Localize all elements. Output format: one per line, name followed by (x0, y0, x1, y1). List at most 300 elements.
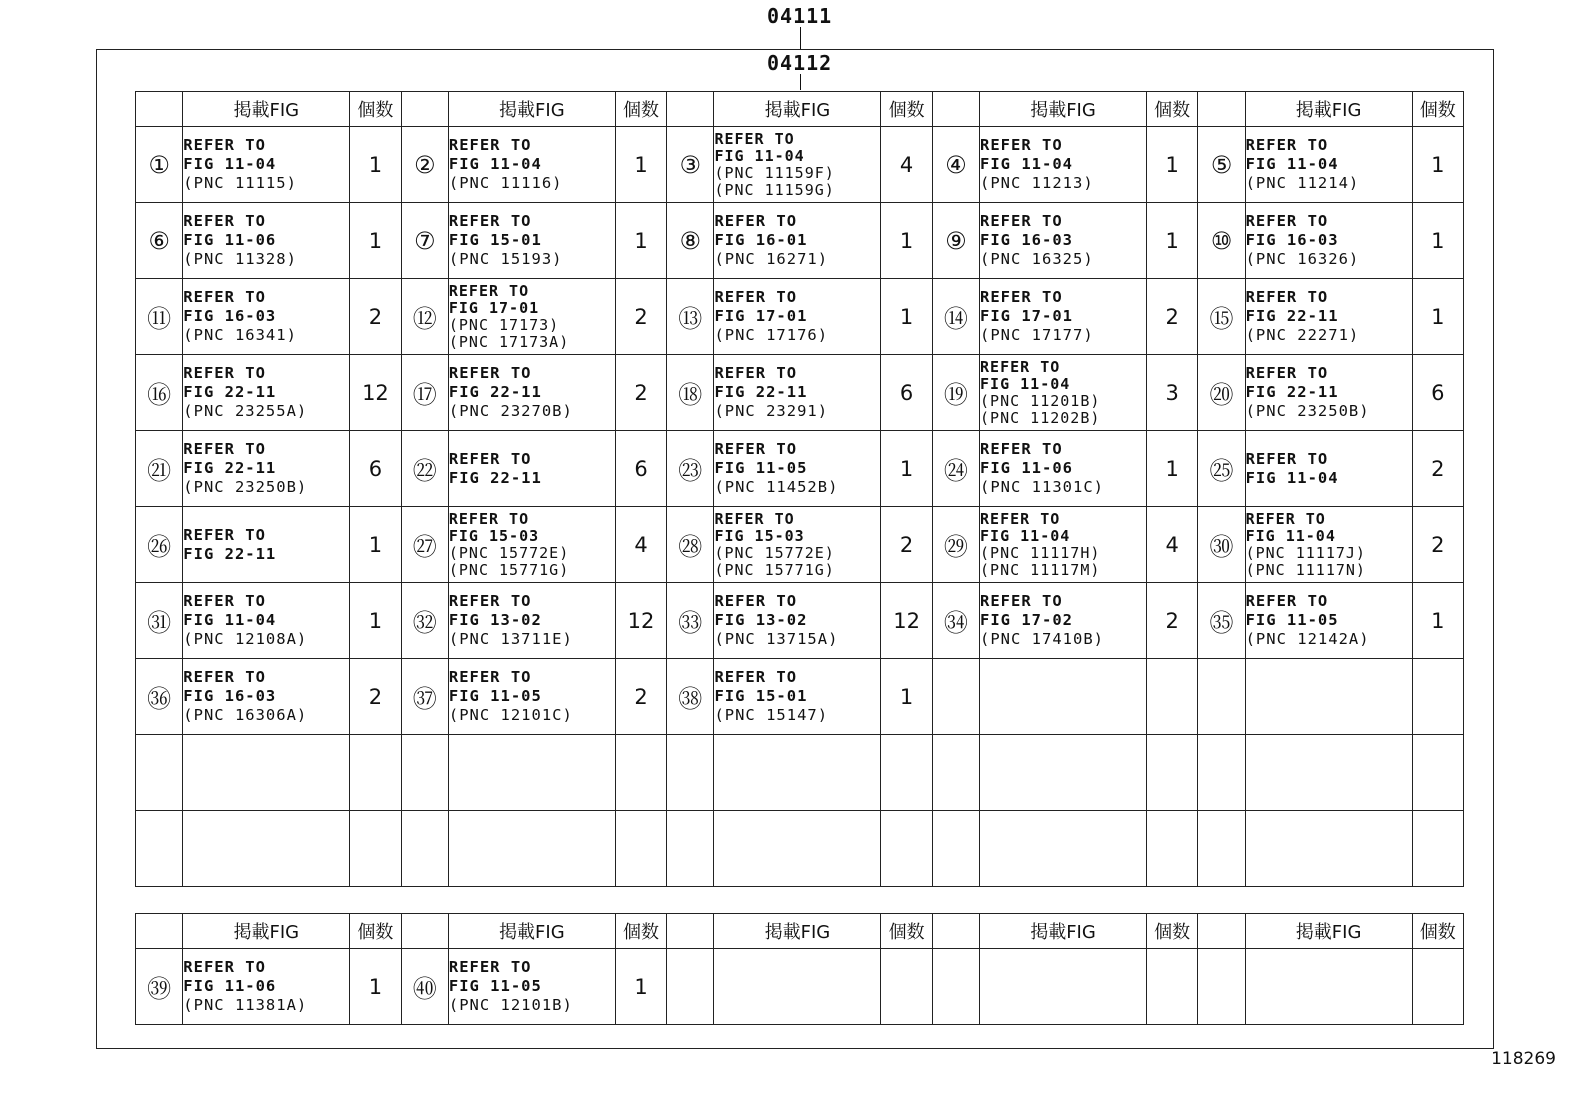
reference-line: REFER TO (183, 440, 266, 458)
header-index-cell (1198, 92, 1245, 127)
item-number: ㉙ (932, 507, 979, 583)
reference-line: (PNC 11214) (1245, 174, 1360, 192)
fig-reference (1245, 127, 1412, 203)
item-number (1198, 735, 1245, 811)
item-number: ⑫ (401, 279, 448, 355)
table-row (136, 279, 1464, 355)
reference-line: FIG 22-11 (448, 383, 542, 401)
item-number: ⑩ (1198, 203, 1245, 279)
header-row (136, 914, 1464, 949)
reference-line: FIG 17-02 (980, 611, 1074, 629)
parts-reference-table (135, 91, 1464, 887)
item-number: ⑨ (932, 203, 979, 279)
reference-line: REFER TO (980, 509, 1061, 528)
item-quantity (881, 735, 932, 811)
table-row (136, 811, 1464, 887)
reference-line: (PNC 11159G) (714, 180, 835, 199)
reference-line: REFER TO (1245, 592, 1329, 610)
item-number (932, 811, 979, 887)
header-qty: 個数 (615, 914, 666, 949)
reference-line: FIG 15-03 (448, 526, 540, 545)
reference-line: FIG 13-02 (448, 611, 542, 629)
reference-line: (PNC 12101C) (448, 706, 573, 724)
reference-line: REFER TO (1245, 509, 1326, 528)
reference-line: REFER TO (980, 440, 1063, 458)
fig-reference (183, 507, 350, 583)
reference-line: REFER TO (183, 958, 266, 976)
item-number: ㉘ (667, 507, 714, 583)
item-number (667, 811, 714, 887)
fig-reference (183, 735, 350, 811)
item-quantity: 1 (1412, 127, 1463, 203)
item-quantity: 2 (1147, 279, 1198, 355)
reference-line: REFER TO (448, 136, 532, 154)
table-row (136, 127, 1464, 203)
item-quantity: 1 (881, 203, 932, 279)
table-header (136, 914, 1464, 949)
item-number: ⑮ (1198, 279, 1245, 355)
reference-line: REFER TO (448, 281, 530, 300)
reference-line: (PNC 11201B) (980, 391, 1101, 410)
fig-reference (714, 203, 881, 279)
reference-line: REFER TO (980, 212, 1063, 230)
item-quantity: 1 (615, 203, 666, 279)
item-quantity: 1 (881, 659, 932, 735)
reference-line: REFER TO (1245, 364, 1329, 382)
fig-reference (448, 203, 615, 279)
fig-reference (980, 279, 1147, 355)
fig-reference (1245, 507, 1412, 583)
item-quantity: 1 (350, 507, 401, 583)
reference-line: FIG 22-11 (1245, 383, 1339, 401)
item-quantity: 1 (881, 279, 932, 355)
item-number (401, 735, 448, 811)
item-quantity: 12 (350, 355, 401, 431)
item-number (667, 949, 714, 1025)
table-row (136, 507, 1464, 583)
fig-reference (1245, 811, 1412, 887)
item-number: ㉖ (136, 507, 183, 583)
fig-reference (1245, 659, 1412, 735)
fig-reference (1245, 583, 1412, 659)
item-quantity: 1 (350, 127, 401, 203)
reference-line: (PNC 23270B) (448, 402, 573, 420)
reference-line: REFER TO (183, 136, 266, 154)
item-quantity: 1 (1147, 431, 1198, 507)
table-row (136, 355, 1464, 431)
reference-line: (PNC 23250B) (1245, 402, 1370, 420)
reference-line: REFER TO (183, 592, 266, 610)
item-quantity (350, 811, 401, 887)
fig-reference (448, 659, 615, 735)
reference-line: (PNC 16326) (1245, 250, 1360, 268)
reference-line: REFER TO (448, 592, 532, 610)
item-quantity (881, 811, 932, 887)
reference-line: FIG 17-01 (714, 307, 808, 325)
reference-line: FIG 11-04 (714, 146, 805, 165)
reference-line: (PNC 17410B) (980, 630, 1104, 648)
header-fig: 掲載FIG (980, 92, 1147, 127)
item-quantity: 1 (350, 203, 401, 279)
reference-line: REFER TO (1245, 212, 1329, 230)
header-qty: 個数 (615, 92, 666, 127)
item-quantity: 2 (615, 279, 666, 355)
reference-line: FIG 11-05 (448, 977, 542, 995)
item-quantity: 2 (350, 279, 401, 355)
item-quantity (881, 949, 932, 1025)
fig-reference (183, 949, 350, 1025)
item-number: ㉛ (136, 583, 183, 659)
reference-line: REFER TO (1245, 288, 1329, 306)
reference-line: (PNC 11117J) (1245, 543, 1366, 562)
reference-line: FIG 11-04 (448, 155, 542, 173)
reference-line: (PNC 12142A) (1245, 630, 1370, 648)
item-number (932, 949, 979, 1025)
item-number (1198, 659, 1245, 735)
item-number: ㉚ (1198, 507, 1245, 583)
header-index-cell (667, 92, 714, 127)
reference-line: (PNC 16271) (714, 250, 829, 268)
fig-reference (183, 203, 350, 279)
item-number: ㊲ (401, 659, 448, 735)
fig-reference (448, 279, 615, 355)
reference-line: FIG 11-05 (714, 459, 808, 477)
item-quantity: 1 (1412, 279, 1463, 355)
item-quantity: 1 (615, 127, 666, 203)
fig-reference (183, 583, 350, 659)
reference-line: REFER TO (980, 357, 1061, 376)
header-index-cell (1198, 914, 1245, 949)
reference-line: (PNC 11117N) (1245, 560, 1366, 579)
item-quantity: 4 (615, 507, 666, 583)
item-number: ㉑ (136, 431, 183, 507)
reference-line: (PNC 15772E) (714, 543, 835, 562)
reference-line: (PNC 12101B) (448, 996, 573, 1014)
fig-reference (714, 659, 881, 735)
fig-reference (1245, 431, 1412, 507)
reference-line: (PNC 13711E) (448, 630, 573, 648)
item-number: ⑧ (667, 203, 714, 279)
header-fig: 掲載FIG (183, 914, 350, 949)
item-quantity: 6 (1412, 355, 1463, 431)
item-quantity (1147, 659, 1198, 735)
reference-line: REFER TO (980, 136, 1063, 154)
fig-reference (183, 127, 350, 203)
item-number: ㉔ (932, 431, 979, 507)
item-quantity: 2 (881, 507, 932, 583)
reference-line: FIG 11-05 (448, 687, 542, 705)
reference-line: FIG 22-11 (183, 383, 277, 401)
header-fig: 掲載FIG (448, 914, 615, 949)
item-number: ⑯ (136, 355, 183, 431)
reference-line: REFER TO (183, 288, 266, 306)
item-quantity: 6 (881, 355, 932, 431)
fig-reference (183, 279, 350, 355)
fig-reference (448, 811, 615, 887)
item-number: ⑦ (401, 203, 448, 279)
header-fig: 掲載FIG (714, 914, 881, 949)
header-fig: 掲載FIG (980, 914, 1147, 949)
item-quantity: 2 (1412, 507, 1463, 583)
item-quantity: 2 (615, 659, 666, 735)
fig-reference (714, 127, 881, 203)
reference-line: FIG 11-04 (183, 155, 277, 173)
item-quantity: 12 (881, 583, 932, 659)
item-quantity: 2 (615, 355, 666, 431)
item-number: ⑰ (401, 355, 448, 431)
reference-line: REFER TO (448, 509, 530, 528)
reference-line: (PNC 15772E) (448, 543, 570, 562)
reference-line: REFER TO (714, 509, 795, 528)
item-number (1198, 811, 1245, 887)
item-number: ⑥ (136, 203, 183, 279)
reference-line: REFER TO (448, 668, 532, 686)
reference-line: FIG 11-06 (183, 231, 277, 249)
fig-reference (448, 949, 615, 1025)
item-number: ㊵ (401, 949, 448, 1025)
item-quantity (1412, 659, 1463, 735)
item-quantity: 4 (881, 127, 932, 203)
reference-line: FIG 16-03 (1245, 231, 1339, 249)
reference-line: (PNC 17177) (980, 326, 1094, 344)
item-number: ③ (667, 127, 714, 203)
item-number (1198, 949, 1245, 1025)
reference-line: REFER TO (714, 288, 798, 306)
reference-line: REFER TO (714, 440, 798, 458)
reference-line: FIG 13-02 (714, 611, 808, 629)
item-number (932, 659, 979, 735)
fig-reference (714, 583, 881, 659)
reference-line: FIG 11-04 (980, 374, 1071, 393)
reference-line: (PNC 23250B) (183, 478, 308, 496)
reference-line: REFER TO (714, 129, 795, 148)
item-number: ㉞ (932, 583, 979, 659)
fig-reference (448, 735, 615, 811)
item-number: ㉒ (401, 431, 448, 507)
reference-line: FIG 15-01 (714, 687, 808, 705)
item-quantity: 6 (615, 431, 666, 507)
fig-reference (1245, 949, 1412, 1025)
reference-line: (PNC 17176) (714, 326, 829, 344)
reference-line: REFER TO (448, 958, 532, 976)
reference-line: (PNC 11159F) (714, 163, 835, 182)
item-number: ⑳ (1198, 355, 1245, 431)
fig-reference (183, 659, 350, 735)
table-row (136, 659, 1464, 735)
fig-reference (448, 355, 615, 431)
item-quantity: 12 (615, 583, 666, 659)
reference-line: (PNC 11202B) (980, 408, 1101, 427)
item-number (136, 811, 183, 887)
header-qty: 個数 (1412, 92, 1463, 127)
outer-leader-line (800, 27, 801, 49)
table-body (136, 127, 1464, 887)
item-number: ㊱ (136, 659, 183, 735)
reference-line: (PNC 16341) (183, 326, 297, 344)
item-quantity: 2 (350, 659, 401, 735)
header-index-cell (667, 914, 714, 949)
item-quantity: 2 (1147, 583, 1198, 659)
reference-line: REFER TO (448, 212, 532, 230)
reference-line: FIG 22-11 (183, 459, 277, 477)
extra-parts-reference-table (135, 913, 1464, 1025)
fig-reference (980, 507, 1147, 583)
fig-reference (1245, 203, 1412, 279)
item-number: ㉝ (667, 583, 714, 659)
table-header (136, 92, 1464, 127)
header-index-cell (136, 92, 183, 127)
reference-line: (PNC 17173) (448, 315, 560, 334)
item-number: ⑤ (1198, 127, 1245, 203)
item-number: ② (401, 127, 448, 203)
diagram-number: 118269 (1491, 1049, 1556, 1069)
table-body (136, 949, 1464, 1025)
item-number: ⑱ (667, 355, 714, 431)
reference-line: (PNC 15771G) (448, 560, 570, 579)
item-quantity: 2 (1412, 431, 1463, 507)
item-number: ㉟ (1198, 583, 1245, 659)
item-quantity (1412, 949, 1463, 1025)
reference-line: REFER TO (183, 212, 266, 230)
fig-reference (714, 431, 881, 507)
header-row (136, 92, 1464, 127)
fig-reference (1245, 279, 1412, 355)
fig-reference (448, 507, 615, 583)
item-number: ⑪ (136, 279, 183, 355)
reference-line: FIG 16-03 (183, 687, 277, 705)
fig-reference (980, 811, 1147, 887)
item-number: ㉗ (401, 507, 448, 583)
item-number (667, 735, 714, 811)
header-qty: 個数 (350, 92, 401, 127)
item-number: ① (136, 127, 183, 203)
reference-line: FIG 11-06 (980, 459, 1074, 477)
header-index-cell (932, 92, 979, 127)
item-number: ⑬ (667, 279, 714, 355)
reference-line: (PNC 11381A) (183, 996, 308, 1014)
item-number: ④ (932, 127, 979, 203)
reference-line: (PNC 11301C) (980, 478, 1104, 496)
item-quantity: 3 (1147, 355, 1198, 431)
header-index-cell (401, 914, 448, 949)
reference-line: REFER TO (1245, 136, 1329, 154)
item-quantity (615, 735, 666, 811)
reference-line: REFER TO (714, 592, 798, 610)
reference-line: FIG 17-01 (980, 307, 1074, 325)
item-quantity: 1 (1412, 583, 1463, 659)
reference-line: (PNC 23291) (714, 402, 829, 420)
item-number: ⑭ (932, 279, 979, 355)
reference-line: REFER TO (183, 525, 266, 544)
reference-line: (PNC 11117M) (980, 560, 1101, 579)
fig-reference (980, 431, 1147, 507)
reference-line: FIG 22-11 (183, 544, 277, 563)
item-quantity: 1 (350, 949, 401, 1025)
reference-line: REFER TO (714, 364, 798, 382)
item-quantity (1412, 811, 1463, 887)
inner-leader-line (800, 74, 801, 90)
reference-line: FIG 15-03 (714, 526, 805, 545)
header-qty: 個数 (1147, 92, 1198, 127)
item-number: ㊳ (667, 659, 714, 735)
header-index-cell (401, 92, 448, 127)
reference-line: (PNC 23255A) (183, 402, 308, 420)
reference-line: FIG 22-11 (448, 468, 542, 487)
reference-line: FIG 11-04 (1245, 468, 1339, 487)
header-qty: 個数 (1412, 914, 1463, 949)
reference-line: (PNC 11452B) (714, 478, 839, 496)
fig-reference (448, 583, 615, 659)
item-quantity (350, 735, 401, 811)
reference-line: (PNC 16325) (980, 250, 1094, 268)
table-row (136, 735, 1464, 811)
reference-line: REFER TO (980, 288, 1063, 306)
kit-inner-code: 04112 (767, 51, 833, 75)
item-quantity: 1 (881, 431, 932, 507)
fig-reference (980, 355, 1147, 431)
item-quantity (615, 811, 666, 887)
fig-reference (980, 659, 1147, 735)
header-index-cell (932, 914, 979, 949)
fig-reference (183, 811, 350, 887)
reference-line: FIG 22-11 (1245, 307, 1339, 325)
fig-reference (714, 949, 881, 1025)
item-quantity (1147, 811, 1198, 887)
reference-line: REFER TO (183, 668, 266, 686)
item-number: ㉜ (401, 583, 448, 659)
reference-line: (PNC 15771G) (714, 560, 835, 579)
reference-line: FIG 11-06 (183, 977, 277, 995)
fig-reference (980, 735, 1147, 811)
fig-reference (714, 811, 881, 887)
item-quantity: 1 (1147, 203, 1198, 279)
reference-line: (PNC 15147) (714, 706, 829, 724)
fig-reference (980, 203, 1147, 279)
fig-reference (980, 127, 1147, 203)
reference-line: FIG 22-11 (714, 383, 808, 401)
item-number: ㊴ (136, 949, 183, 1025)
reference-line: REFER TO (980, 592, 1063, 610)
header-fig: 掲載FIG (1245, 914, 1412, 949)
item-quantity: 1 (615, 949, 666, 1025)
reference-line: (PNC 17173A) (448, 332, 570, 351)
reference-line: FIG 16-01 (714, 231, 808, 249)
header-fig: 掲載FIG (1245, 92, 1412, 127)
fig-reference (1245, 735, 1412, 811)
fig-reference (448, 431, 615, 507)
reference-line: (PNC 11213) (980, 174, 1094, 192)
reference-line: REFER TO (714, 668, 798, 686)
header-index-cell (136, 914, 183, 949)
item-number (932, 735, 979, 811)
reference-line: FIG 17-01 (448, 298, 540, 317)
item-number (136, 735, 183, 811)
reference-line: (PNC 16306A) (183, 706, 308, 724)
fig-reference (714, 355, 881, 431)
item-quantity: 1 (350, 583, 401, 659)
item-quantity: 1 (1147, 127, 1198, 203)
table-row (136, 431, 1464, 507)
fig-reference (980, 583, 1147, 659)
table-row (136, 949, 1464, 1025)
reference-line: FIG 16-03 (980, 231, 1074, 249)
item-number (401, 811, 448, 887)
reference-line: FIG 11-04 (980, 155, 1074, 173)
reference-line: FIG 16-03 (183, 307, 277, 325)
header-qty: 個数 (881, 92, 932, 127)
reference-line: (PNC 12108A) (183, 630, 308, 648)
reference-line: REFER TO (714, 212, 798, 230)
